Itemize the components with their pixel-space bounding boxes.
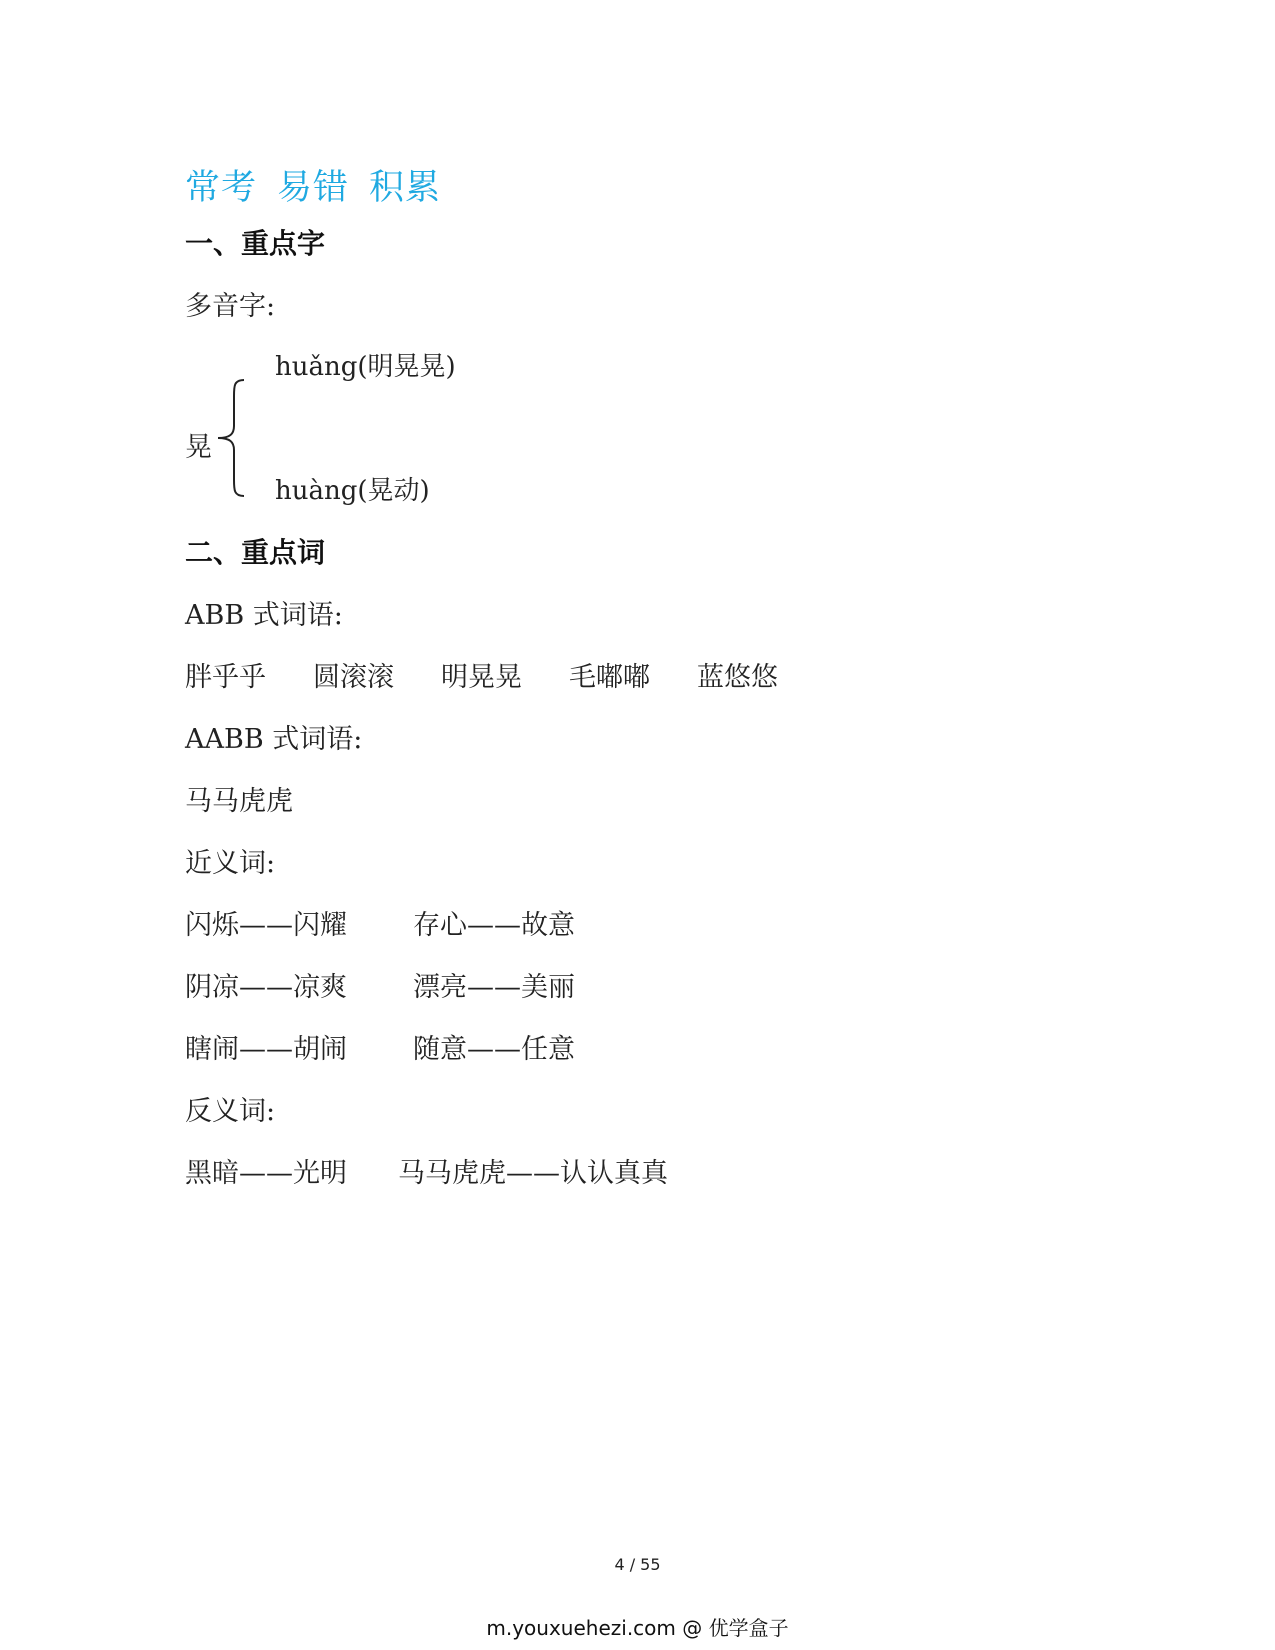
word-item: 圆滚滚 [313, 662, 394, 693]
title-word: 积累 [369, 168, 442, 208]
page-title [185, 160, 461, 210]
word-pair: 阴凉——凉爽 [185, 972, 347, 1003]
curly-brace-icon [212, 378, 252, 498]
word-item: 蓝悠悠 [697, 662, 778, 693]
word-pair: 马马虎虎——认认真真 [398, 1158, 668, 1189]
page-number: 4 / 55 [614, 1555, 661, 1574]
antonyms-label: 反义词: [185, 1096, 276, 1127]
section-heading-key-chars: 一、重点字 [185, 227, 326, 260]
word-item: 明晃晃 [441, 662, 522, 693]
reading-item: huàng(晃动) [275, 476, 430, 506]
word-pair: 随意——任意 [413, 1034, 575, 1065]
title-word: 常考 [185, 168, 258, 208]
word-item: 马马虎虎 [185, 786, 293, 817]
footer-watermark: m.youxuehezi.com @ 优学盒子 [486, 1616, 789, 1640]
word-pair: 闪烁——闪耀 [185, 910, 347, 941]
word-item: 毛嘟嘟 [569, 662, 650, 693]
word-pair: 黑暗——光明 [185, 1158, 347, 1189]
title-word: 易错 [277, 168, 350, 208]
word-pair: 存心——故意 [413, 910, 575, 941]
reading-item: huǎng(明晃晃) [275, 352, 456, 382]
word-item: 胖乎乎 [185, 662, 266, 693]
word-pair: 漂亮——美丽 [413, 972, 575, 1003]
abb-label: ABB 式词语: [185, 600, 343, 631]
synonyms-label: 近义词: [185, 848, 276, 879]
polyphone-label: 多音字: [185, 291, 276, 322]
section-heading-key-words: 二、重点词 [185, 536, 326, 569]
word-pair: 瞎闹——胡闹 [185, 1034, 347, 1065]
polyphone-char: 晃 [185, 432, 212, 463]
aabb-label: AABB 式词语: [185, 724, 363, 755]
